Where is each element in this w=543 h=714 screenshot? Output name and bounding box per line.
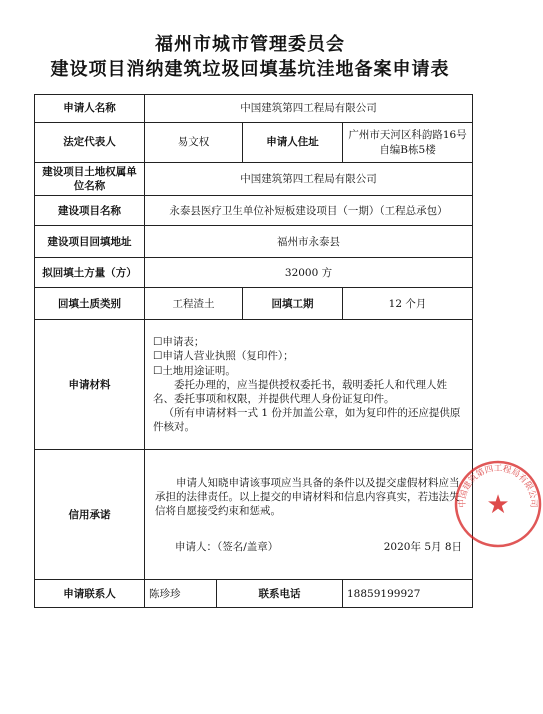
- applicant-name-label: 申请人名称: [35, 95, 145, 123]
- quantity-value: 32000 方: [145, 258, 473, 288]
- application-form-table: [34, 94, 539, 608]
- applicant-address-value: 广州市天河区科韵路16号自编B栋5楼: [343, 123, 473, 163]
- land-unit-value: 中国建筑第四工程局有限公司: [145, 163, 473, 196]
- material-item: ☐土地用途证明。: [153, 364, 236, 377]
- materials-list: [145, 320, 473, 450]
- period-label: 回填工期: [243, 288, 343, 320]
- promise-cell: [145, 450, 539, 580]
- svg-text:中国建筑第四工程局有限公司: 中国建筑第四工程局有限公司: [457, 464, 539, 509]
- material-note: （所有申请材料一式 1 份并加盖公章，如为复印件的还应提供原件核对。: [153, 407, 461, 434]
- land-unit-label: 建设项目土地权属单位名称: [35, 163, 145, 196]
- soil-type-label: 回填土质类别: [35, 288, 145, 320]
- promise-text: 申请人知晓申请该事项应当具备的条件以及提交虚假材料应当承担的法律责任。以上提交的申请材料和信息内容真实，若违法失信将自愿接受约束和惩戒。: [155, 476, 460, 517]
- phone-label: 联系电话: [217, 580, 343, 608]
- soil-type-value: 工程渣土: [145, 288, 243, 320]
- signature-label: 申请人：（签名/盖章）: [175, 541, 279, 554]
- applicant-name-value: 中国建筑第四工程局有限公司: [145, 95, 473, 123]
- svg-text:★: ★: [486, 490, 510, 521]
- sign-date: 2020年 5月 8日: [383, 541, 463, 554]
- material-item: ☐申请表；: [153, 336, 205, 349]
- backfill-location-label: 建设项目回填地址: [35, 226, 145, 258]
- materials-label: 申请材料: [35, 320, 145, 450]
- material-note: 委托办理的，应当提供授权委托书，载明委托人和代理人姓名、委托事项和权限，并提供代理人身份证复印件。: [153, 378, 447, 405]
- backfill-location-value: 福州市永泰县: [145, 226, 473, 258]
- phone-value: 18859199927: [343, 580, 473, 608]
- project-name-label: 建设项目名称: [35, 196, 145, 226]
- promise-label: 信用承诺: [35, 450, 145, 580]
- legal-rep-value: 易文权: [145, 123, 243, 163]
- title-line1: 福州市城市管理委员会: [155, 34, 345, 55]
- signature-line: [155, 540, 462, 554]
- period-value: 12 个月: [343, 288, 473, 320]
- legal-rep-label: 法定代表人: [35, 123, 145, 163]
- contact-value: 陈珍珍: [145, 580, 217, 608]
- quantity-label: 拟回填土方量（方）: [35, 258, 145, 288]
- title-line2: 建设项目消纳建筑垃圾回填基坑洼地备案申请表: [50, 59, 450, 80]
- project-name-value: 永泰县医疗卫生单位补短板建设项目（一期）（工程总承包）: [145, 196, 473, 226]
- applicant-address-label: 申请人住址: [243, 123, 343, 163]
- material-item: ☐申请人营业执照（复印件）；: [153, 350, 294, 363]
- company-seal-stamp: [453, 459, 543, 549]
- contact-label: 申请联系人: [35, 580, 145, 608]
